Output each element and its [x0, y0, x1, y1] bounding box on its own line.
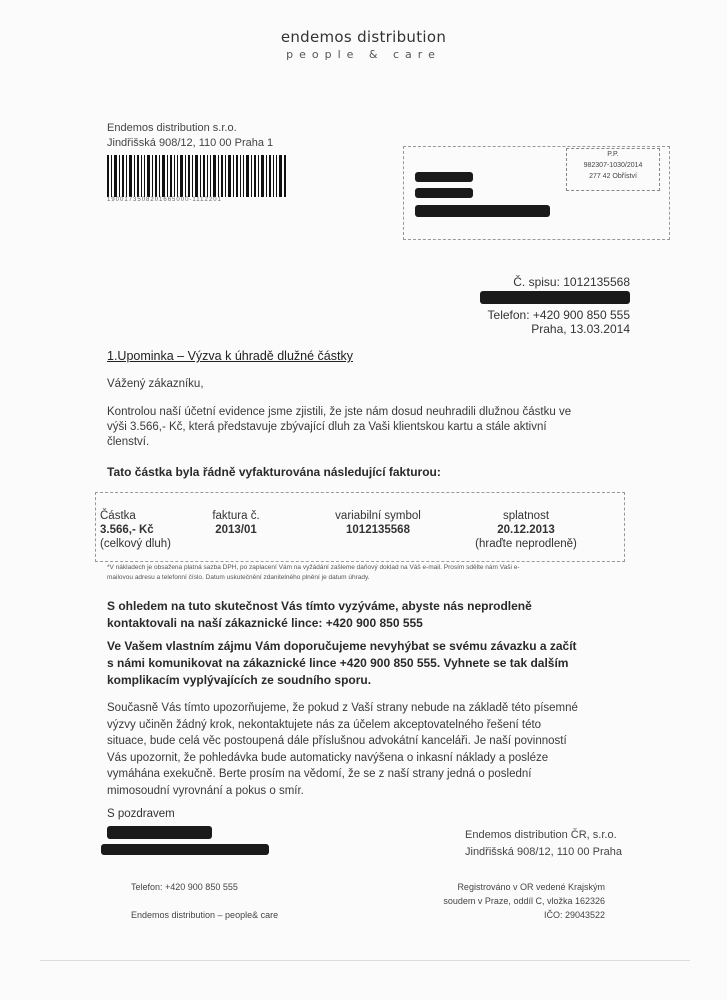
bottom-divider	[40, 960, 690, 961]
amount-column	[100, 509, 190, 551]
amount-value: 3.566,- Kč	[100, 524, 154, 536]
company-signature-block	[465, 827, 622, 861]
footer-brand: Endemos distribution – people& care	[131, 910, 279, 920]
barcode-number: 1900173508201665000-1112201	[107, 197, 222, 203]
warning-line: Vás upozornit, že pohledávka bude automaticky navýšena o inkasní náklady a posléze	[107, 751, 549, 764]
case-number: Č. spisu: 1012135568	[513, 275, 630, 289]
warning-line: vymáhána exekučně. Berte prosím na vědomí, že se z naší strany jedná o poslední	[107, 768, 532, 780]
reference-phone: Telefon: +420 900 850 555	[487, 308, 630, 322]
place-date: Praha, 13.03.2014	[531, 322, 630, 336]
salutation: Vážený zákazníku,	[107, 378, 204, 390]
variable-symbol-column	[318, 509, 438, 537]
letter-subject: 1.Upominka – Výzva k úhradě dlužné částky	[107, 349, 353, 363]
amount-note: (celkový dluh)	[100, 538, 171, 550]
letterhead	[0, 28, 727, 61]
redacted-recipient-city	[415, 205, 550, 217]
invoiced-line: Tato částka byla řádně vyfakturována následující fakturou:	[107, 465, 441, 479]
redacted-recipient-street	[415, 188, 473, 198]
due-value: 20.12.2013	[497, 524, 555, 536]
redacted-recipient-name	[415, 172, 473, 182]
redacted-signature-title	[101, 844, 269, 855]
company-address: Jindřišská 908/12, 110 00 Praha	[465, 846, 622, 858]
amount-label: Částka	[100, 510, 136, 522]
footer-phone: Telefon: +420 900 850 555	[131, 882, 238, 892]
warning-line: Současně Vás tímto upozorňujeme, že pokud z Vaší strany nebude na základě této písemné	[107, 702, 578, 714]
sender-line-1: Endemos distribution s.r.o.	[107, 122, 237, 134]
vs-label: variabilní symbol	[335, 510, 421, 522]
vs-value: 1012135568	[346, 524, 410, 536]
footnote	[107, 563, 627, 583]
intro-line: výši 3.566,- Kč, která představuje zbývající dluh za Vaši klientskou kartu a stále aktivní	[107, 421, 547, 433]
company-name: Endemos distribution ČR, s.r.o.	[465, 829, 617, 841]
recommend-line: s námi komunikovat na zákaznické lince +420 900 850 555. Vyhnete se tak dalším	[107, 656, 569, 670]
registration-line: IČO: 29043522	[543, 910, 605, 920]
warning-paragraph	[107, 700, 578, 799]
intro-line: členství.	[107, 436, 150, 448]
invoice-value: 2013/01	[215, 524, 257, 536]
postage-line-1: P.P.	[607, 151, 619, 158]
warning-line: výzvy učiněn žádný krok, nekontaktujete nás za účelem akceptovatelného řešení této	[107, 718, 542, 731]
footnote-line: *V nákladech je obsažena platná sazba DPH, po zaplacení Vám na vyžádání zašleme daňový doklad na Váš e-mail. Prosím sdělte nám Vaši e-	[107, 564, 520, 571]
call-to-contact	[107, 598, 532, 632]
barcode	[107, 155, 287, 197]
footnote-line: mailovou adresu a telefonní číslo. Datum uskutečnění zdanitelného plnění je datum úhrady.	[107, 574, 370, 581]
postage-line-2: 982307-1030/2014	[583, 162, 643, 169]
call-line: kontaktovali na naší zákaznické lince: +420 900 850 555	[107, 616, 423, 630]
warning-line: mimosoudní vyrovnání a pokus o smír.	[107, 784, 304, 797]
warning-line: situace, bude celá věc postoupená dále příslušnou advokátní kanceláři. Je naší povinností	[107, 735, 567, 747]
recommendation	[107, 638, 577, 689]
recommend-line: komplikacím vyplývajících ze soudního sporu.	[107, 673, 372, 687]
brand-tagline: people & care	[286, 48, 441, 61]
due-label: splatnost	[502, 510, 550, 522]
intro-line: Kontrolou naší účetní evidence jsme zjistili, že jste nám dosud neuhradili dlužnou částku ve	[107, 406, 572, 418]
due-note: (hraďte neprodleně)	[475, 538, 577, 550]
footer-registration	[437, 880, 605, 922]
redacted-signature-name	[107, 826, 212, 839]
postage-line-3: 277 42 Obříství	[589, 173, 637, 180]
postage-stamp	[566, 148, 660, 191]
brand-name: endemos distribution	[280, 28, 447, 46]
sender-address	[107, 121, 273, 151]
closing: S pozdravem	[107, 808, 175, 820]
registration-line: Registrováno v OR vedené Krajským	[457, 882, 605, 892]
redacted-officer-name	[480, 291, 630, 304]
invoice-label: faktura č.	[212, 510, 260, 522]
call-line: S ohledem na tuto skutečnost Vás tímto vyzýváme, abyste nás neprodleně	[107, 599, 532, 613]
recommend-line: Ve Vašem vlastním zájmu Vám doporučujeme nevyhýbat se svému závazku a začít	[107, 639, 577, 653]
registration-line: soudem v Praze, oddíl C, vložka 162326	[443, 896, 605, 906]
sender-line-2: Jindřišská 908/12, 110 00 Praha 1	[107, 137, 274, 149]
intro-paragraph	[107, 405, 571, 450]
invoice-column	[196, 509, 276, 537]
invoice-table	[95, 492, 625, 562]
due-column	[461, 509, 591, 551]
